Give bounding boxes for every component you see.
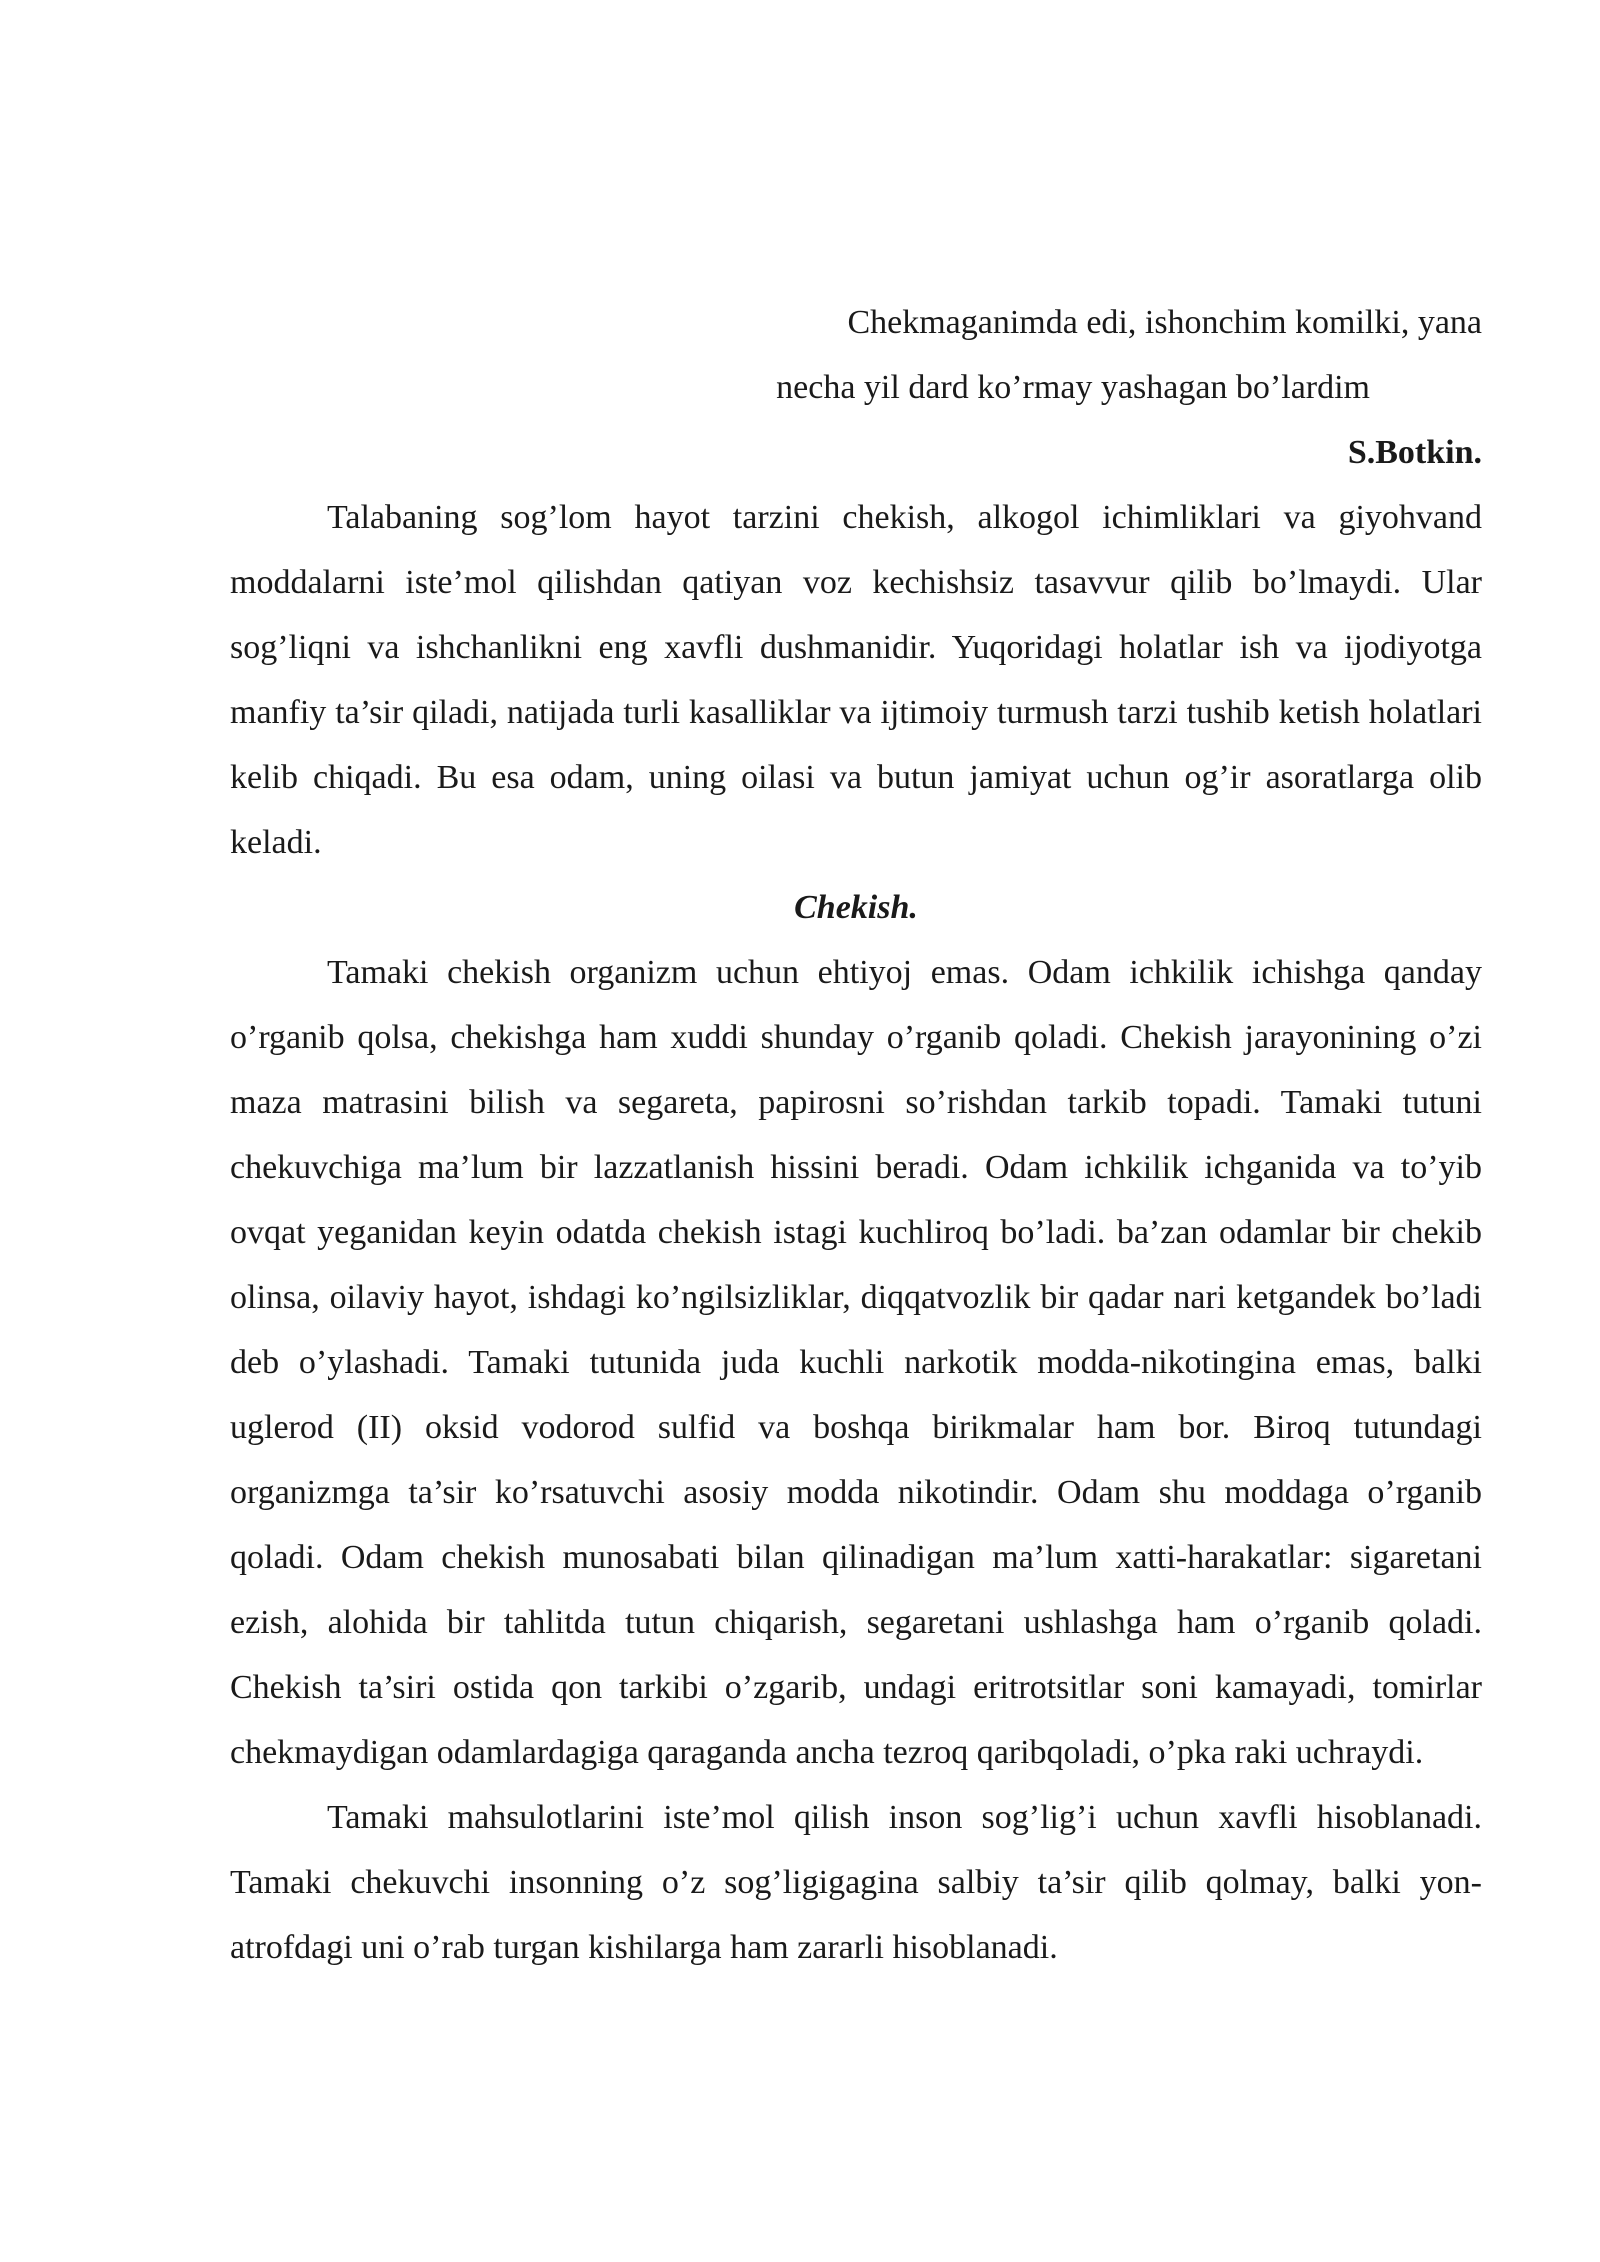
body-paragraph-3: Tamaki mahsulotlarini iste’mol qilish inson sog’lig’i uchun xavfli hisoblanadi. Tamaki chekuvchi insonning o’z sog’ligigagina salbiy ta’sir qilib qolmay, balki yon-atrofdagi uni o’rab turgan kishilarga ham zararli hisoblanadi. [230,1799,1482,1966]
epigraph-line-1: Chekmaganimda edi, ishonchim komilki, yana [847,304,1482,341]
epigraph-line-2: necha yil dard ko’rmay yashagan bo’lardim [776,369,1370,406]
section-heading: Chekish. [794,889,918,926]
epigraph-author: S.Botkin. [1347,434,1482,471]
document-page [230,290,1482,1980]
intro-paragraph: Talabaning sog’lom hayot tarzini chekish, alkogol ichimliklari va giyohvand moddalarni iste’mol qilishdan qatiyan voz kechishsiz tasavvur qilib bo’lmaydi. Ular sog’liqni va ishchanlikni eng xavfli dushmanidir. Yuqoridagi holatlar ish va ijodiyotga manfiy ta’sir qiladi, natijada turli kasalliklar va ijtimoiy turmush tarzi tushib ketish holatlari kelib chiqadi. Bu esa odam, uning oilasi va butun jamiyat uchun og’ir asoratlarga olib keladi. [230,499,1482,861]
body-paragraph-2: Tamaki chekish organizm uchun ehtiyoj emas. Odam ichkilik ichishga qanday o’rganib qolsa, chekishga ham xuddi shunday o’rganib qoladi. Chekish jarayonining o’zi maza matrasini bilish va segareta, papirosni so’rishdan tarkib topadi. Tamaki tutuni chekuvchiga ma’lum bir lazzatlanish hissini beradi. Odam ichkilik ichganida va to’yib ovqat yeganidan keyin odatda chekish istagi kuchliroq bo’ladi. ba’zan odamlar bir chekib olinsa, oilaviy hayot, ishdagi ko’ngilsizliklar, diqqatvozlik bir qadar nari ketgandek bo’ladi deb o’ylashadi. Tamaki tutunida juda kuchli narkotik modda-nikotingina emas, balki uglerod (II) oksid vodorod sulfid va boshqa birikmalar ham bor. Biroq tutundagi organizmga ta’sir ko’rsatuvchi asosiy modda nikotindir. Odam shu moddaga o’rganib qoladi. Odam chekish munosabati bilan qilinadigan ma’lum xatti-harakatlar: sigaretani ezish, alohida bir tahlitda tutun chiqarish, segaretani ushlashga ham o’rganib qoladi. Chekish ta’siri ostida qon tarkibi o’zgarib, undagi eritrotsitlar soni kamayadi, tomirlar chekmaydigan odamlardagiga qaraganda ancha tezroq qaribqoladi, o’pka raki uchraydi. [230,954,1482,1771]
